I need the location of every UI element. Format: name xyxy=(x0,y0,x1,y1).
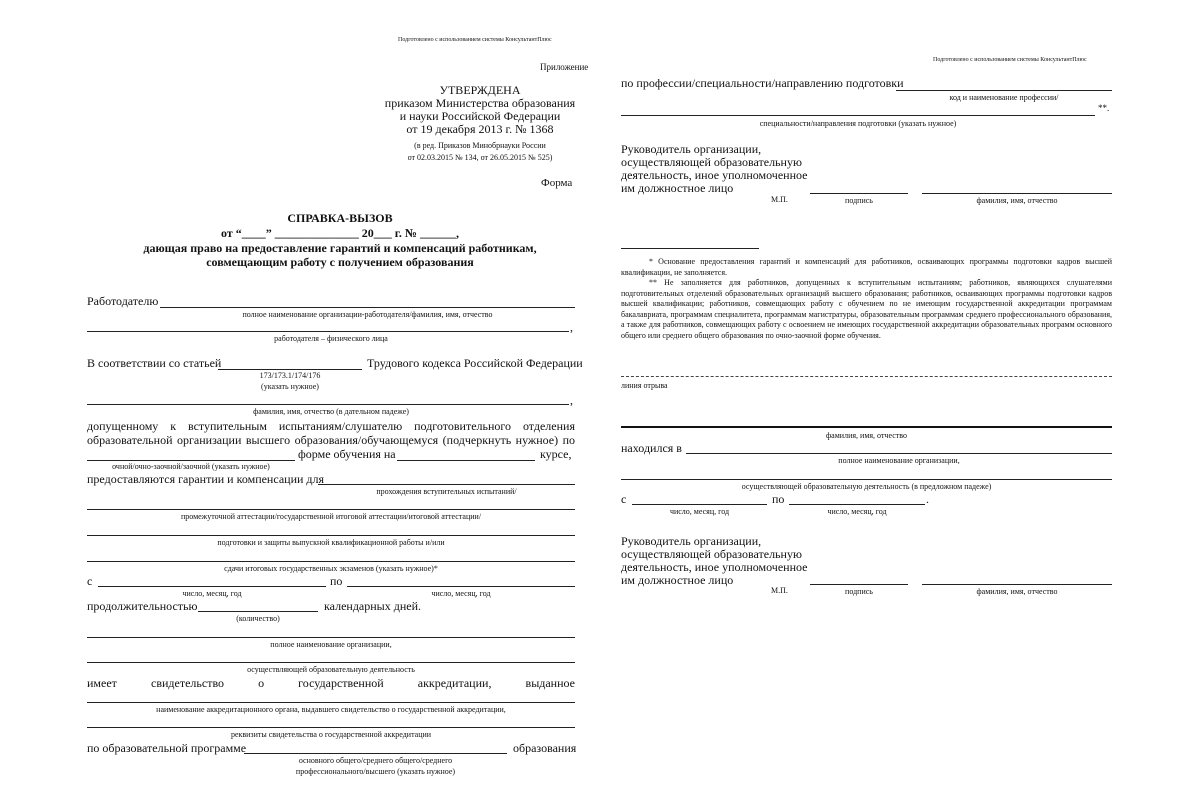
from-label: с xyxy=(87,574,93,588)
doc-date-line: от “____” ______________ 20___ г. № ______, xyxy=(221,226,459,240)
from-date-field-right[interactable] xyxy=(632,504,767,505)
double-star: **. xyxy=(1098,103,1110,113)
to-date-field[interactable] xyxy=(347,586,575,587)
name-field[interactable] xyxy=(922,193,1112,194)
head2-line2: осуществляющей образовательную xyxy=(621,547,802,561)
guarantees-hint2: промежуточной аттестации/государственной итоговой аттестации/итоговой аттестации/ xyxy=(180,512,482,521)
tear-line-label: линия отрыва xyxy=(621,381,668,390)
located-field[interactable] xyxy=(686,453,1112,454)
course-label: курсе, xyxy=(540,447,572,461)
head2-line1: Руководитель организации, xyxy=(621,534,762,548)
fio-hint-right: фамилия, имя, отчество xyxy=(826,431,907,440)
head2-line3: деятельность, иное уполномоченное xyxy=(621,560,808,574)
from-label-right: с xyxy=(621,492,627,506)
employer-field[interactable] xyxy=(160,307,575,308)
to-date-hint: число, месяц, год xyxy=(431,589,491,598)
consultant-note: Подготовлено с использованием системы КонсультантПлюс xyxy=(398,37,552,43)
duration-label: продолжительностью xyxy=(87,599,198,613)
requisites-hint: реквизиты свидетельства о государственной аккредитации xyxy=(230,730,432,739)
appendix-label: Приложение xyxy=(540,62,589,72)
footnote-separator xyxy=(621,248,759,249)
article-suffix: Трудового кодекса Российской Федерации xyxy=(367,356,583,370)
to-label-right: по xyxy=(772,492,785,506)
guarantees-hint1: прохождения вступительных испытаний/ xyxy=(376,487,517,496)
guarantees-label: предоставляются гарантии и компенсации для xyxy=(87,472,325,486)
guarantees-field-3[interactable] xyxy=(87,535,575,536)
study-form-label: форме обучения на xyxy=(298,447,396,461)
program-hint1: основного общего/среднего общего/среднего xyxy=(298,756,453,765)
org-hint2: осуществляющей образовательную деятельность xyxy=(247,665,415,674)
program-hint2: профессионального/высшего (указать нужное) xyxy=(295,767,456,776)
head-line1: Руководитель организации, xyxy=(621,142,762,156)
from-date-hint-right: число, месяц, год xyxy=(669,507,730,516)
course-field[interactable] xyxy=(397,460,535,461)
form-label: Форма xyxy=(541,177,573,189)
employer-field-2[interactable] xyxy=(87,331,569,332)
edition-line1: (в ред. Приказов Минобрнауки России xyxy=(414,141,546,150)
fio-field[interactable] xyxy=(87,404,569,405)
study-form-field[interactable] xyxy=(87,460,295,461)
name-field-2[interactable] xyxy=(922,584,1112,585)
org-hint2-right: осуществляющей образовательную деятельность (в предложном падеже) xyxy=(741,482,992,491)
employer-individual-hint: работодателя – физического лица xyxy=(274,334,388,343)
from-date-field[interactable] xyxy=(98,586,326,587)
fio-field-right[interactable] xyxy=(621,426,1112,428)
specialty-field[interactable] xyxy=(621,115,1095,116)
approved-line3: от 19 декабря 2013 г. № 1368 xyxy=(406,122,554,136)
specialty-hint: специальности/направления подготовки (указать нужное) xyxy=(759,119,957,128)
employer-comma: , xyxy=(570,320,573,334)
located-label: находился в xyxy=(621,441,682,455)
period-end: . xyxy=(926,492,929,506)
signature-hint-2: подпись xyxy=(845,587,873,596)
profession-field[interactable] xyxy=(896,90,1112,91)
mp-label-2: М.П. xyxy=(771,586,788,595)
doc-subtitle2: совмещающим работу с получением образования xyxy=(206,255,474,269)
duration-suffix: календарных дней. xyxy=(324,599,422,613)
head-line4: им должностное лицо xyxy=(621,181,734,195)
signature-field[interactable] xyxy=(810,193,908,194)
approved-line1: приказом Министерства образования xyxy=(384,96,576,110)
duration-field[interactable] xyxy=(198,611,318,612)
employer-label: Работодателю xyxy=(87,294,159,308)
approved-line2: и науки Российской Федерации xyxy=(399,109,561,123)
consultant-note-right: Подготовлено с использованием системы КонсультантПлюс xyxy=(933,57,1087,63)
to-date-hint-right: число, месяц, год xyxy=(827,507,887,516)
guarantees-field-2[interactable] xyxy=(87,509,575,510)
doc-subtitle1: дающая право на предоставление гарантий и компенсаций работникам, xyxy=(143,241,537,255)
name-hint-2: фамилия, имя, отчество xyxy=(976,587,1058,596)
guarantees-field-4[interactable] xyxy=(87,561,575,562)
footnote-2: ** Не заполняется для работников, допущенных к вступительным испытаниям; работников, являющихся слушателями подготовительных отделений образовательных организаций высшего образования; работников, осваивающих программы подготовки кадров высшей квалификации; работников, совмещающих работу с обучением по не имеющим государственной аккредитации программам бакалавриата, программам специалитета, программам магистратуры, образовательным программам среднего профессионального образования, а также для работников, совмещающих работу с освоением не имеющих государственной аккредитации образовательных программ основного общего или среднего общего образования по очно-заочной форме обучения. xyxy=(621,278,1112,340)
head-line3: деятельность, иное уполномоченное xyxy=(621,168,808,182)
edition-line2: от 02.03.2015 № 134, от 26.05.2015 № 525) xyxy=(407,153,553,162)
signature-hint: подпись xyxy=(845,196,873,205)
from-date-hint: число, месяц, год xyxy=(182,589,242,598)
org-field-right[interactable] xyxy=(621,479,1112,480)
guarantees-hint4: сдачи итоговых государственных экзаменов (указать нужное)* xyxy=(224,564,438,573)
org-hint: полное наименование организации, xyxy=(270,640,392,649)
head-line2: осуществляющей образовательную xyxy=(621,155,802,169)
program-field[interactable] xyxy=(244,753,507,754)
program-suffix: образования xyxy=(513,741,577,755)
fio-hint: фамилия, имя, отчество (в дательном падеже) xyxy=(253,407,409,416)
guarantees-field[interactable] xyxy=(318,484,575,485)
study-form-hint: очной/очно-заочной/заочной (указать нужное) xyxy=(112,462,270,471)
article-label: В соответствии со статьей xyxy=(87,356,222,370)
accreditation-line: имеет свидетельство о государственной аккредитации, выданное xyxy=(87,676,575,690)
article-hint2: (указать нужное) xyxy=(261,382,319,391)
signature-field-2[interactable] xyxy=(810,584,908,585)
org-field[interactable] xyxy=(87,637,575,638)
accreditation-field[interactable] xyxy=(87,702,575,703)
org-field-2[interactable] xyxy=(87,662,575,663)
profession-hint: код и наименование профессии/ xyxy=(949,93,1059,102)
accreditation-hint: наименование аккредитационного органа, выдавшего свидетельство о государственной аккредитации, xyxy=(156,705,506,714)
article-hint1: 173/173.1/174/176 xyxy=(259,371,321,380)
guarantees-hint3: подготовки и защиты выпускной квалификационной работы и/или xyxy=(217,538,445,547)
requisites-field[interactable] xyxy=(87,727,575,728)
admitted-line1: допущенному к вступительным испытаниям/слушателю подготовительного отделения xyxy=(87,419,575,433)
employer-hint: полное наименование организации-работодателя/фамилия, имя, отчество xyxy=(242,310,493,319)
org-hint-right: полное наименование организации, xyxy=(838,456,960,465)
fio-comma: , xyxy=(570,393,573,407)
name-hint: фамилия, имя, отчество xyxy=(976,196,1058,205)
head2-line4: им должностное лицо xyxy=(621,573,734,587)
doc-title: СПРАВКА-ВЫЗОВ xyxy=(287,211,393,225)
mp-label: М.П. xyxy=(771,195,788,204)
profession-label: по профессии/специальности/направлению подготовки xyxy=(621,76,904,90)
admitted-line2: образовательной организации высшего образования/обучающемуся (подчеркнуть нужное) по xyxy=(87,433,575,447)
approved-title: УТВЕРЖДЕНА xyxy=(439,83,521,97)
footnote-1: * Основание предоставления гарантий и компенсаций для работников, осваивающих программы подготовки кадров высшей квалификации, не заполняется. xyxy=(621,257,1112,277)
article-field[interactable] xyxy=(218,369,362,370)
to-label: по xyxy=(330,574,343,588)
tear-line xyxy=(621,376,1112,377)
program-label: по образовательной программе xyxy=(87,741,247,755)
to-date-field-right[interactable] xyxy=(789,504,925,505)
duration-hint: (количество) xyxy=(236,614,280,623)
